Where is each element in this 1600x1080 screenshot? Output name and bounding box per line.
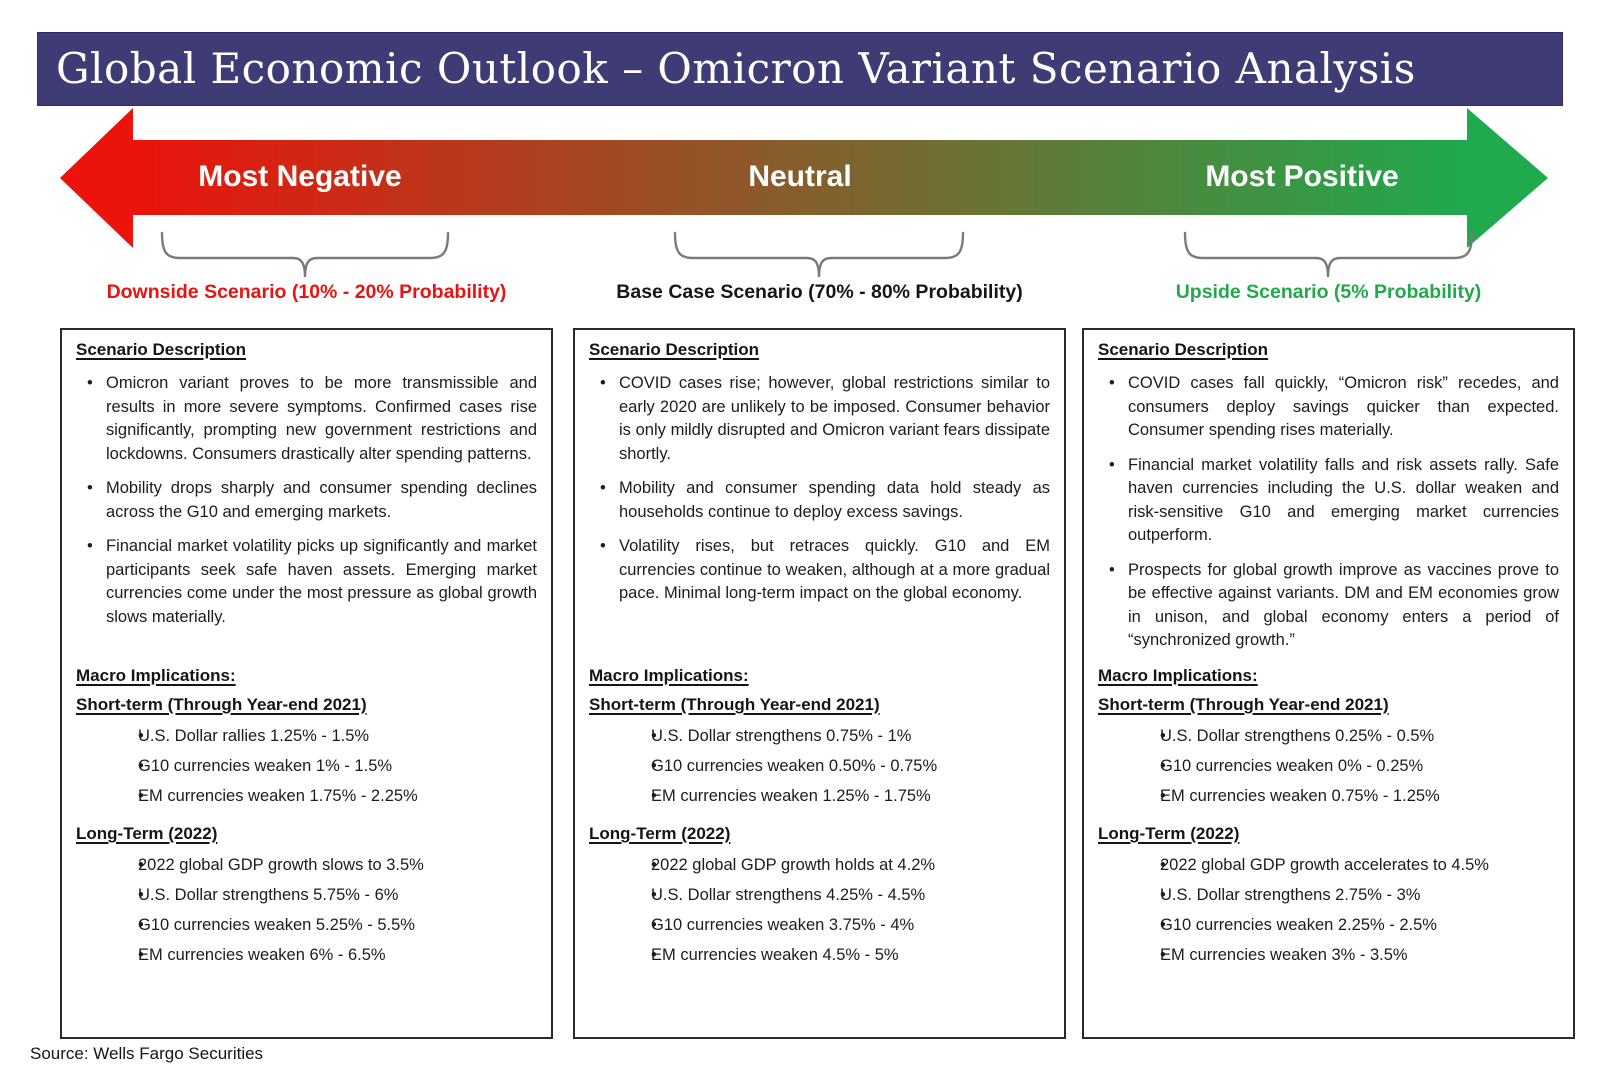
page-title: Global Economic Outlook – Omicron Variant Scenario Analysis <box>56 44 1416 93</box>
list-item: • EM currencies weaken 0.75% - 1.25% <box>1098 785 1559 808</box>
upside-long-term-list <box>1098 854 1559 967</box>
brace-group <box>0 225 1600 285</box>
list-item: • G10 currencies weaken 0% - 0.25% <box>1098 755 1559 778</box>
basecase-long-term-list <box>589 854 1050 967</box>
downside-scenario-box <box>60 328 553 1039</box>
list-item: • EM currencies weaken 1.25% - 1.75% <box>589 785 1050 808</box>
downside-long-term-list <box>76 854 537 967</box>
downside-description-section <box>76 340 537 666</box>
brace-upside <box>1185 233 1472 277</box>
arrow-label-most-negative: Most Negative <box>198 160 402 193</box>
basecase-macro-title: Macro Implications: <box>589 666 749 685</box>
upside-scenario-label: Upside Scenario (5% Probability) <box>1175 281 1482 303</box>
upside-short-term-title: Short-term (Through Year-end 2021) <box>1098 695 1389 714</box>
basecase-short-term-list <box>589 725 1050 808</box>
upside-description-list <box>1098 372 1559 653</box>
title-bar <box>37 32 1563 106</box>
list-item: • G10 currencies weaken 3.75% - 4% <box>589 914 1050 937</box>
brace-basecase <box>675 233 963 277</box>
list-item: • U.S. Dollar strengthens 4.25% - 4.5% <box>589 884 1050 907</box>
downside-short-term-title: Short-term (Through Year-end 2021) <box>76 695 367 714</box>
basecase-scenario-label: Base Case Scenario (70% - 80% Probability) <box>616 281 1023 303</box>
list-item: • G10 currencies weaken 1% - 1.5% <box>76 755 537 778</box>
list-item: • G10 currencies weaken 5.25% - 5.5% <box>76 914 537 937</box>
upside-description-section <box>1098 340 1559 666</box>
list-item: • U.S. Dollar strengthens 0.75% - 1% <box>589 725 1050 748</box>
upside-long-term-title: Long-Term (2022) <box>1098 824 1240 843</box>
list-item: • G10 currencies weaken 2.25% - 2.5% <box>1098 914 1559 937</box>
list-item: • U.S. Dollar strengthens 2.75% - 3% <box>1098 884 1559 907</box>
list-item: • EM currencies weaken 4.5% - 5% <box>589 944 1050 967</box>
list-item: • Financial market volatility picks up significantly and market participants seek safe haven assets. Emerging market currencies come under the most pressure as global growth slows materially. <box>76 535 537 629</box>
list-item: • U.S. Dollar strengthens 5.75% - 6% <box>76 884 537 907</box>
list-item: • EM currencies weaken 6% - 6.5% <box>76 944 537 967</box>
arrow-label-most-positive: Most Positive <box>1205 160 1399 193</box>
basecase-scenario-box <box>573 328 1066 1039</box>
list-item: • U.S. Dollar strengthens 0.25% - 0.5% <box>1098 725 1559 748</box>
downside-scenario-label: Downside Scenario (10% - 20% Probability) <box>106 281 507 303</box>
source-attribution: Source: Wells Fargo Securities <box>30 1044 264 1063</box>
list-item: • Omicron variant proves to be more transmissible and results in more severe symptoms. Confirmed cases rise significantly, prompting new government restrictions and lockdowns. Consumers drastically alter spending patterns. <box>76 372 537 466</box>
list-item: • EM currencies weaken 1.75% - 2.25% <box>76 785 537 808</box>
list-item: • COVID cases rise; however, global restrictions similar to early 2020 are unlikely to be imposed. Consumer behavior is only mildly disrupted and Omicron variant fears dissipate shortly. <box>589 372 1050 466</box>
downside-short-term-list <box>76 725 537 808</box>
basecase-short-term-title: Short-term (Through Year-end 2021) <box>589 695 880 714</box>
list-item: • COVID cases fall quickly, “Omicron risk” recedes, and consumers deploy savings quicker than expected. Consumer spending rises materially. <box>1098 372 1559 443</box>
basecase-long-term-title: Long-Term (2022) <box>589 824 731 843</box>
list-item: • Volatility rises, but retraces quickly. G10 and EM currencies continue to weaken, although at a more gradual pace. Minimal long-term impact on the global economy. <box>589 535 1050 606</box>
basecase-description-list <box>589 372 1050 606</box>
downside-long-term-title: Long-Term (2022) <box>76 824 218 843</box>
list-item: • 2022 global GDP growth slows to 3.5% <box>76 854 537 877</box>
list-item: • G10 currencies weaken 0.50% - 0.75% <box>589 755 1050 778</box>
list-item: • Mobility drops sharply and consumer spending declines across the G10 and emerging markets. <box>76 477 537 524</box>
list-item: • Mobility and consumer spending data hold steady as households continue to deploy excess savings. <box>589 477 1050 524</box>
upside-short-term-list <box>1098 725 1559 808</box>
brace-downside <box>162 233 448 277</box>
list-item: • Prospects for global growth improve as vaccines prove to be effective against variants. DM and EM economies grow in unison, and global economy enters a period of “synchronized growth.” <box>1098 559 1559 653</box>
list-item: • Financial market volatility falls and risk assets rally. Safe haven currencies including the U.S. dollar weaken and risk-sensitive G10 and emerging market currencies outperform. <box>1098 454 1559 548</box>
list-item: • U.S. Dollar rallies 1.25% - 1.5% <box>76 725 537 748</box>
downside-description-list <box>76 372 537 629</box>
list-item: • EM currencies weaken 3% - 3.5% <box>1098 944 1559 967</box>
list-item: • 2022 global GDP growth accelerates to 4.5% <box>1098 854 1559 877</box>
arrow-label-neutral: Neutral <box>748 160 852 193</box>
basecase-description-title: Scenario Description <box>589 340 760 359</box>
downside-macro-title: Macro Implications: <box>76 666 236 685</box>
basecase-description-section <box>589 340 1050 666</box>
upside-description-title: Scenario Description <box>1098 340 1269 359</box>
upside-scenario-box <box>1082 328 1575 1039</box>
downside-description-title: Scenario Description <box>76 340 247 359</box>
list-item: • 2022 global GDP growth holds at 4.2% <box>589 854 1050 877</box>
upside-macro-title: Macro Implications: <box>1098 666 1258 685</box>
